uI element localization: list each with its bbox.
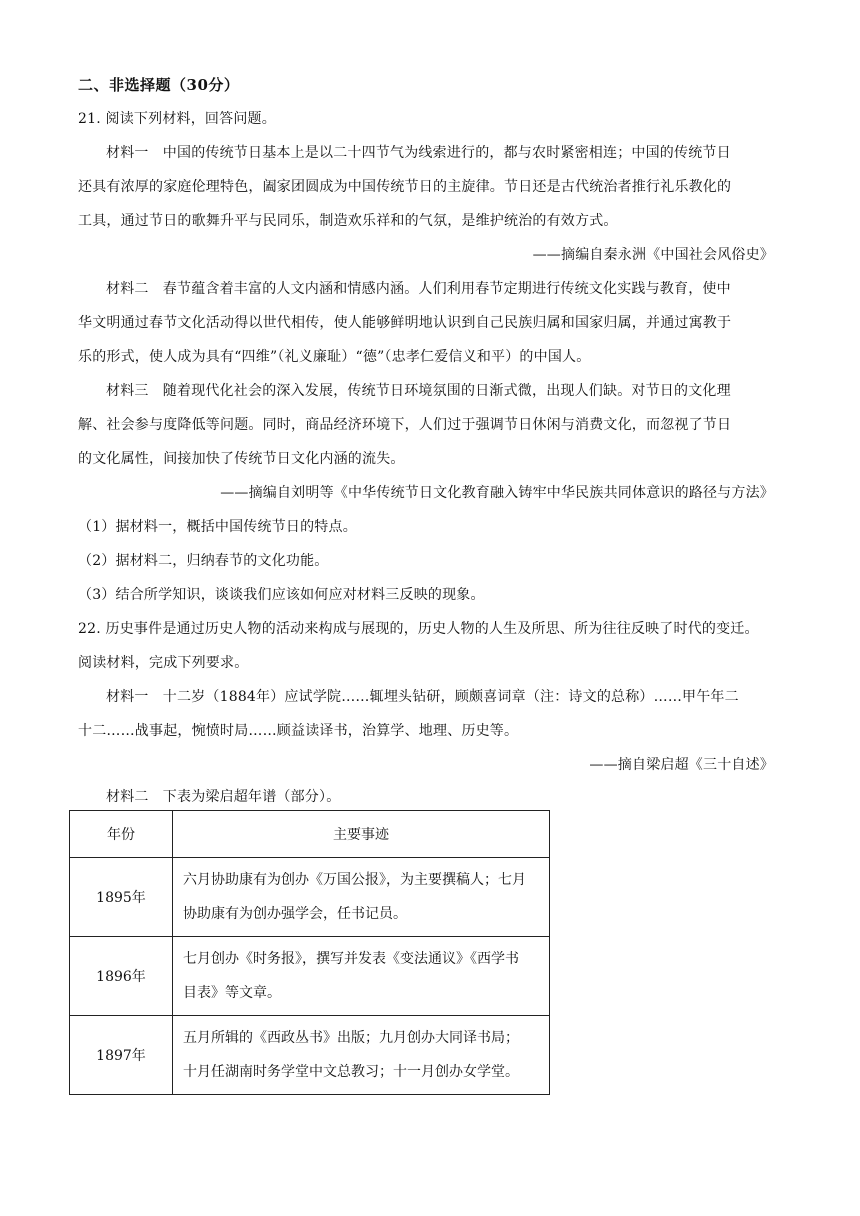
q21-material-1-line-1: 材料一 中国的传统节日基本上是以二十四节气为线索进行的，都与农时紧密相连；中国的传统节日 — [106, 145, 731, 161]
question-22-stem-line-1: 22. 历史事件是通过历史人物的活动来构成与展现的，历史人物的人生及所思、所为往往反映了时代的变迁。 — [78, 621, 759, 637]
q21-subquestion-1: （1）据材料一，概括中国传统节日的特点。 — [78, 519, 357, 535]
header-events: 主要事迹 — [173, 811, 550, 858]
row-year: 1896年 — [70, 937, 173, 1016]
row-year: 1895年 — [70, 858, 173, 937]
row-events — [173, 937, 550, 1016]
q21-material-1-source: ——摘编自秦永洲《中国社会风俗史》 — [532, 247, 774, 263]
q21-material-1-line-3: 工具，通过节日的歌舞升平与民同乐，制造欢乐祥和的气氛，是维护统治的有效方式。 — [78, 213, 618, 229]
q21-subquestion-3: （3）结合所学知识，谈谈我们应该如何应对材料三反映的现象。 — [78, 587, 485, 603]
q21-material-3-line-1: 材料三 随着现代化社会的深入发展，传统节日环境氛围的日渐式微，出现人们缺。对节日的文化理 — [106, 383, 731, 399]
q21-material-2-line-3: 乐的形式，使人成为具有“四维”（礼义廉耻）“德”（忠孝仁爱信义和平）的中国人。 — [78, 349, 591, 365]
row-events-line: 目表》等文章。 — [183, 985, 281, 1001]
row-events-line: 七月创办《时务报》，撰写并发表《变法通议》《西学书 — [183, 951, 519, 967]
q22-material-1-line-2: 十二……战事起，惋愤时局……顾益读译书，治算学、地理、历史等。 — [78, 723, 519, 739]
table-row — [70, 858, 550, 937]
q21-material-3-line-2: 解、社会参与度降低等问题。同时，商品经济环境下，人们过于强调节日休闲与消费文化，而忽视了节日 — [78, 417, 732, 433]
row-year: 1897年 — [70, 1016, 173, 1095]
question-22-stem-line-2: 阅读材料，完成下列要求。 — [78, 655, 249, 671]
table-header-row — [70, 811, 550, 858]
header-year: 年份 — [70, 811, 173, 858]
section-title: 二、非选择题（30分） — [78, 76, 240, 94]
row-events-line: 六月协助康有为创办《万国公报》，为主要撰稿人；七月 — [183, 872, 526, 888]
q21-material-3-source: ——摘编自刘明等《中华传统节日文化教育融入铸牢中华民族共同体意识的路径与方法》 — [220, 485, 774, 501]
row-events — [173, 1016, 550, 1095]
q21-material-2-line-2: 华文明通过春节文化活动得以世代相传，使人能够鲜明地认识到自己民族归属和国家归属，并通过寓教于 — [78, 315, 732, 331]
table-row — [70, 937, 550, 1016]
q22-material-1-source: ——摘自梁启超《三十自述》 — [589, 757, 774, 773]
q21-subquestion-2: （2）据材料二，归纳春节的文化功能。 — [78, 553, 329, 569]
q22-material-1-line-1: 材料一 十二岁（1884年）应试学院……辄埋头钻研，顾颇喜词章（注：诗文的总称）……甲午年二 — [106, 689, 739, 705]
q21-material-3-line-3: 的文化属性，间接加快了传统节日文化内涵的流失。 — [78, 451, 405, 467]
chronology-table — [69, 810, 550, 1095]
row-events-line: 五月所辑的《西政丛书》出版；九月创办大同译书局； — [183, 1030, 519, 1046]
row-events-line: 协助康有为创办强学会，任书记员。 — [183, 906, 407, 922]
table-row — [70, 1016, 550, 1095]
q21-material-2-line-1: 材料二 春节蕴含着丰富的人文内涵和情感内涵。人们利用春节定期进行传统文化实践与教育，使中 — [106, 281, 731, 297]
row-events — [173, 858, 550, 937]
question-21-stem: 21. 阅读下列材料，回答问题。 — [78, 111, 276, 127]
q21-material-1-line-2: 还具有浓厚的家庭伦理特色，阖家团圆成为中国传统节日的主旋律。节日还是古代统治者推行礼乐教化的 — [78, 179, 732, 195]
row-events-line: 十月任湖南时务学堂中文总教习；十一月创办女学堂。 — [183, 1064, 519, 1080]
q22-material-2-intro: 材料二 下表为梁启超年谱（部分）。 — [106, 789, 341, 805]
